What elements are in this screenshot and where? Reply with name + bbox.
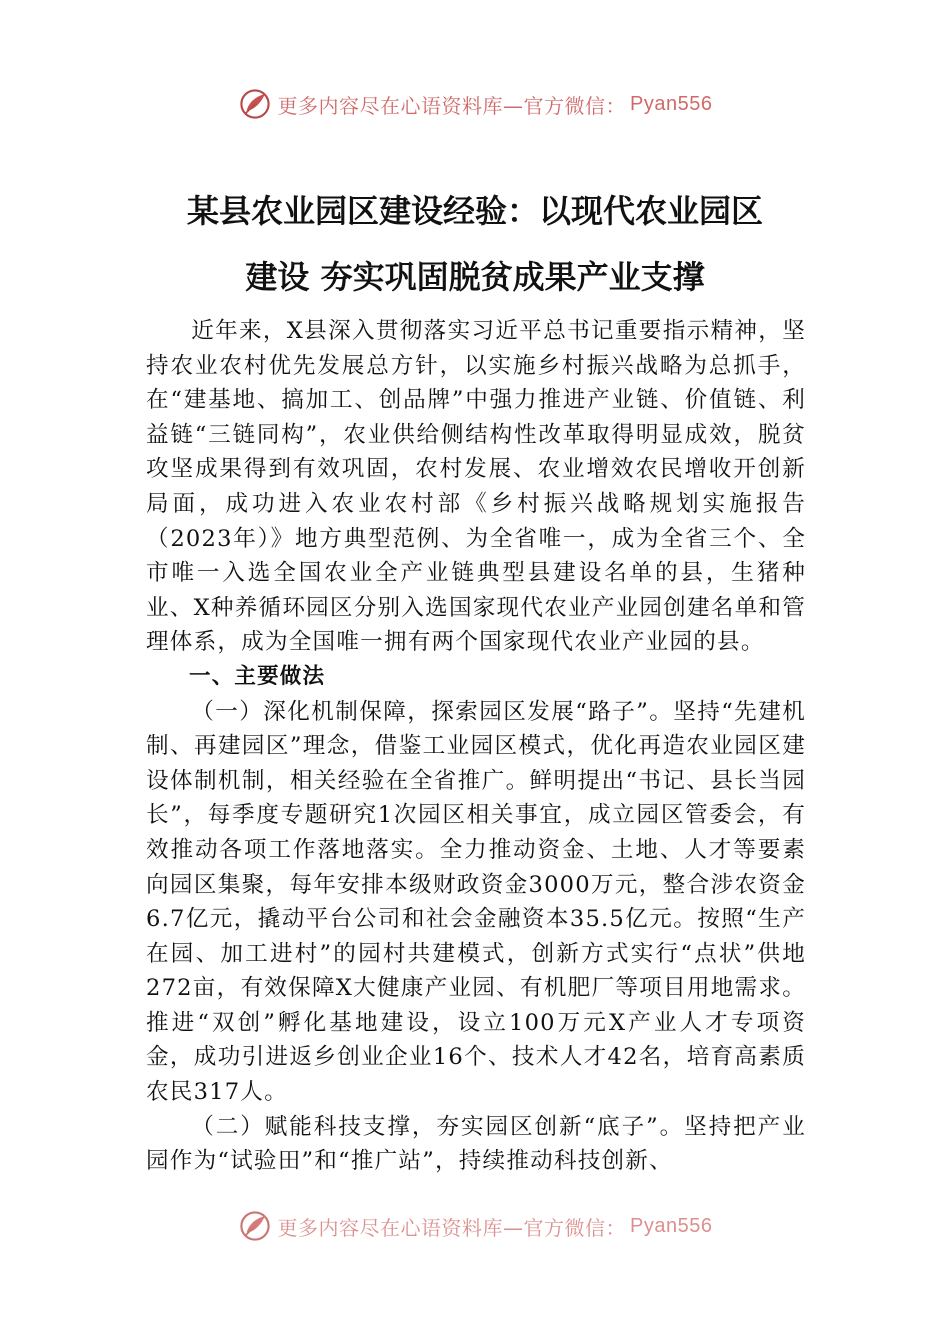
watermark-footer <box>0 1206 950 1246</box>
document-title <box>120 178 830 310</box>
subsection-1-paragraph: （一）深化机制保障，探索园区发展“路子”。坚持“先建机制、再建园区”理念，借鉴工业园区模式，优化再造农业园区建设体制机制，相关经验在全省推广。鲜明提出“书记、县长当园长”，每季度专题研究1次园区相关事宜，成立园区管委会，有效推动各项工作落地落实。全力推动资金、土地、人才等要素向园区集聚，每年安排本级财政资金3000万元，整合涉农资金6.7亿元，撬动平台公司和社会金融资本35.5亿元。按照“生产在园、加工进村”的园村共建模式，创新方式实行“点状”供地272亩，有效保障X大健康产业园、有机肥厂等项目用地需求。推进“双创”孵化基地建设，设立100万元X产业人才专项资金，成功引进返乡创业企业16个、技术人才42名，培育高素质农民317人。 <box>146 698 806 1106</box>
subsection-2-paragraph: （二）赋能科技支撑，夯实园区创新“底子”。坚持把产业园作为“试验田”和“推广站”，持续推动科技创新、 <box>146 1113 806 1175</box>
leaf-logo-icon <box>238 87 272 121</box>
watermark-text: 更多内容尽在心语资料库—官方微信： <box>277 1215 627 1240</box>
watermark-header <box>0 84 950 124</box>
leaf-logo-icon <box>238 1209 272 1243</box>
watermark-handle: Pyan556 <box>630 92 713 115</box>
title-line-2: 建设 夯实巩固脱贫成果产业支撑 <box>245 258 705 296</box>
section-heading: 一、主要做法 <box>189 663 326 689</box>
intro-paragraph: 近年来，X县深入贯彻落实习近平总书记重要指示精神，坚持农业农村优先发展总方针，以实施乡村振兴战略为总抓手，在“建基地、搞加工、创品牌”中强力推进产业链、价值链、利益链“三链同构”，农业供给侧结构性改革取得明显成效，脱贫攻坚成果得到有效巩固，农村发展、农业增效农民增收开创新局面，成功进入农业农村部《乡村振兴战略规划实施报告（2023年）》地方典型范例、为全省唯一，成为全省三个、全市唯一入选全国农业全产业链典型县建设名单的县，生猪种业、X种养循环园区分别入选国家现代农业产业园创建名单和管理体系，成为全国唯一拥有两个国家现代农业产业园的县。 <box>146 318 806 656</box>
document-body <box>146 314 806 1214</box>
watermark-handle: Pyan556 <box>630 1214 713 1237</box>
title-line-1: 某县农业园区建设经验：以现代农业园区 <box>186 192 763 230</box>
watermark-text: 更多内容尽在心语资料库—官方微信： <box>277 93 627 118</box>
